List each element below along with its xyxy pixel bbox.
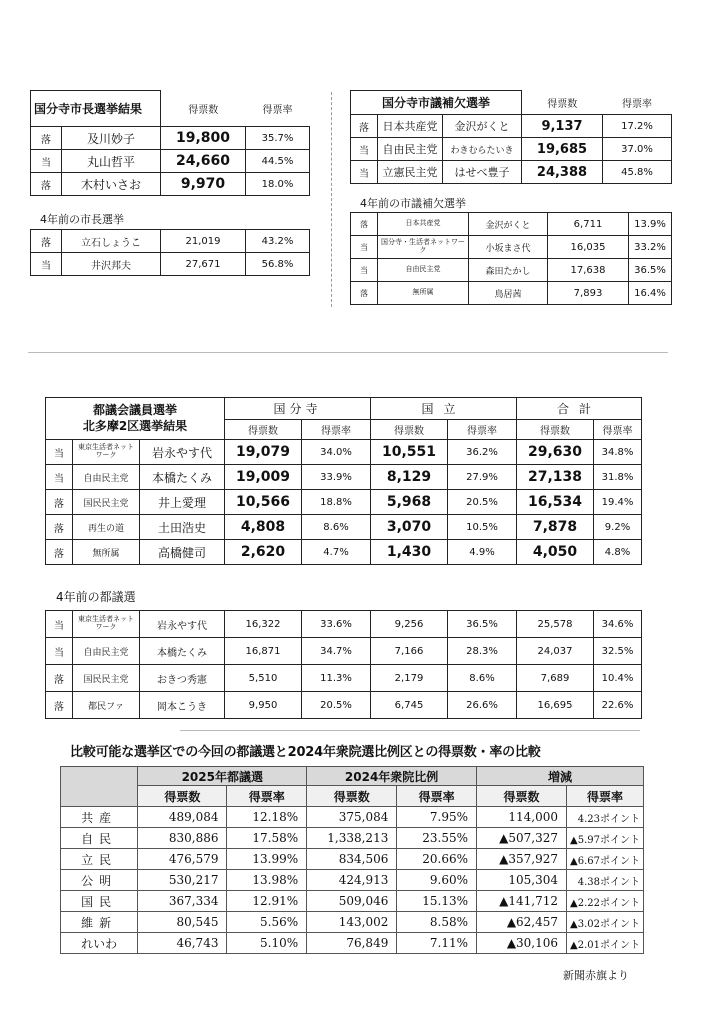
metro-prev-table bbox=[45, 610, 642, 719]
table-row: 当 自由民主党 本橋たくみ 19,009 33.9% 8,129 27.9% 27,138 31.8% bbox=[46, 465, 642, 490]
table-row: 落 日本共産党 金沢がくと 9,137 17.2% bbox=[351, 115, 672, 138]
council-results-table bbox=[350, 90, 672, 184]
mayor-prev-table bbox=[30, 229, 310, 276]
metro-area-kokubunji: 国分寺 bbox=[225, 398, 371, 420]
mayor-title: 国分寺市長選挙結果 bbox=[31, 91, 161, 127]
table-row: れいわ 46,743 5.10% 76,849 7.11% ▲30,106 ▲2.01ポイント bbox=[61, 933, 644, 954]
section-divider bbox=[28, 352, 668, 353]
council-prev-label: 4年前の市議補欠選挙 bbox=[360, 197, 466, 210]
metro-area-kunitachi: 国立 bbox=[371, 398, 517, 420]
council-prev-table bbox=[350, 212, 672, 305]
table-row: 公明 530,217 13.98% 424,913 9.60% 105,304 4.38ポイント bbox=[61, 870, 644, 891]
table-row: 落 国民民主党 おきつ秀憲 5,510 11.3% 2,179 8.6% 7,689 10.4% bbox=[46, 665, 642, 692]
column-divider bbox=[331, 92, 332, 307]
table-row: 当 国分寺・生活者ネットワーク 小坂まさ代 16,035 33.2% bbox=[351, 236, 672, 259]
table-row: 当 丸山哲平 24,660 44.5% bbox=[31, 150, 310, 173]
mayor-col-votes: 得票数 bbox=[188, 104, 219, 116]
table-row: 立民 476,579 13.99% 834,506 20.66% ▲357,927 ▲6.67ポイント bbox=[61, 849, 644, 870]
table-row: 落 立石しょうこ 21,019 43.2% bbox=[31, 230, 310, 253]
table-row: 当 自由民主党 わきむらたいき 19,685 37.0% bbox=[351, 138, 672, 161]
table-row: 維新 80,545 5.56% 143,002 8.58% ▲62,457 ▲3.02ポイント bbox=[61, 912, 644, 933]
metro-title: 都議会議員選挙 bbox=[92, 402, 177, 417]
metro-prev-label: 4年前の都議選 bbox=[56, 590, 136, 604]
metro-area-total: 合計 bbox=[517, 398, 642, 420]
table-row: 当 立憲民主党 はせべ豊子 24,388 45.8% bbox=[351, 161, 672, 184]
comparison-title: 比較可能な選挙区での今回の都議選と2024年衆院選比例区との得票数・率の比較 bbox=[70, 745, 541, 760]
metro-results-table: 都議会議員選挙 北多摩2区選挙結果 国分寺 国立 合計 得票数 得票率 得票数 得票率 得票数 得票率 当 東京生活者ネットワーク 岩永やす代 19,079 34.0% 10,551 36.2% 29,630 34.8% 当 自由民主党 本橋たくみ 19,009 33.9% 8,129 27.9% 27,138 31.8% 落 国民民主党 井上愛理 10,566 18.8% 5,968 20.5% 16,534 19.4% 落 再生の道 土田浩史 4,808 8.6% 3,070 10.5% 7,878 9.2% 落 無所属 高橋健司 2,620 4.7% 1,430 4.9% 4,050 4.8% bbox=[45, 397, 642, 565]
comparison-group-diff: 増減 bbox=[477, 767, 644, 786]
mayor-results-table bbox=[30, 90, 310, 196]
table-row: 落 都民ファ 岡本こうき 9,950 20.5% 6,745 26.6% 16,695 22.6% bbox=[46, 692, 642, 719]
council-col-rate: 得票率 bbox=[622, 98, 652, 110]
table-row: 共産 489,084 12.18% 375,084 7.95% 114,000 4.23ポイント bbox=[61, 807, 644, 828]
comparison-group-2025: 2025年都議選 bbox=[138, 767, 307, 786]
table-row: 落 日本共産党 金沢がくと 6,711 13.9% bbox=[351, 213, 672, 236]
metro-subtitle: 北多摩2区選挙結果 bbox=[82, 418, 188, 433]
council-title: 国分寺市議補欠選挙 bbox=[351, 91, 522, 115]
table-row: 自民 830,886 17.58% 1,338,213 23.55% ▲507,327 ▲5.97ポイント bbox=[61, 828, 644, 849]
table-row: 落 再生の道 土田浩史 4,808 8.6% 3,070 10.5% 7,878 9.2% bbox=[46, 515, 642, 540]
comparison-table: 2025年都議選 2024年衆院比例 増減 得票数 得票率 得票数 得票率 得票数 得票率 共産 489,084 12.18% 375,084 7.95% 114,000 4.23ポイント 自民 830,886 17.58% 1,338,213 23.55% ▲507,327 ▲5.97ポイント 立民 476,579 13.99% 834,506 20.66% ▲357,927 ▲6.67ポイント 公明 530,217 13.98% 424,913 9.60% 105,304 4.38ポイント 国民 367,334 12.91% 509,046 15.13% ▲141,712 ▲2.22ポイント 維新 80,545 5.56% 143,002 8.58% ▲62,457 ▲3.02ポイント れいわ 46,743 5.10% 76,849 7.11% ▲30,106 ▲2.01ポイント bbox=[60, 766, 644, 954]
comparison-group-2024: 2024年衆院比例 bbox=[307, 767, 477, 786]
mayor-col-rate: 得票率 bbox=[262, 104, 293, 116]
table-row: 当 東京生活者ネットワーク 岩永やす代 19,079 34.0% 10,551 36.2% 29,630 34.8% bbox=[46, 440, 642, 465]
table-row: 当 東京生活者ネットワーク 岩永やす代 16,322 33.6% 9,256 36.5% 25,578 34.6% bbox=[46, 611, 642, 638]
table-row: 当 自由民主党 森田たかし 17,638 36.5% bbox=[351, 259, 672, 282]
table-row: 落 国民民主党 井上愛理 10,566 18.8% 5,968 20.5% 16,534 19.4% bbox=[46, 490, 642, 515]
mayor-prev-label: 4年前の市長選挙 bbox=[40, 213, 124, 226]
table-row: 落 無所属 鳥居茜 7,893 16.4% bbox=[351, 282, 672, 305]
table-row: 当 井沢邦夫 27,671 56.8% bbox=[31, 253, 310, 276]
section-divider bbox=[180, 730, 640, 731]
table-row: 当 自由民主党 本橋たくみ 16,871 34.7% 7,166 28.3% 24,037 32.5% bbox=[46, 638, 642, 665]
council-col-votes: 得票数 bbox=[547, 98, 578, 110]
table-row: 落 無所属 高橋健司 2,620 4.7% 1,430 4.9% 4,050 4.8% bbox=[46, 540, 642, 565]
table-row: 国民 367,334 12.91% 509,046 15.13% ▲141,712 ▲2.22ポイント bbox=[61, 891, 644, 912]
table-row: 落 木村いさお 9,970 18.0% bbox=[31, 173, 310, 196]
table-row: 落 及川妙子 19,800 35.7% bbox=[31, 127, 310, 150]
source-credit: 新聞赤旗より bbox=[563, 969, 629, 982]
